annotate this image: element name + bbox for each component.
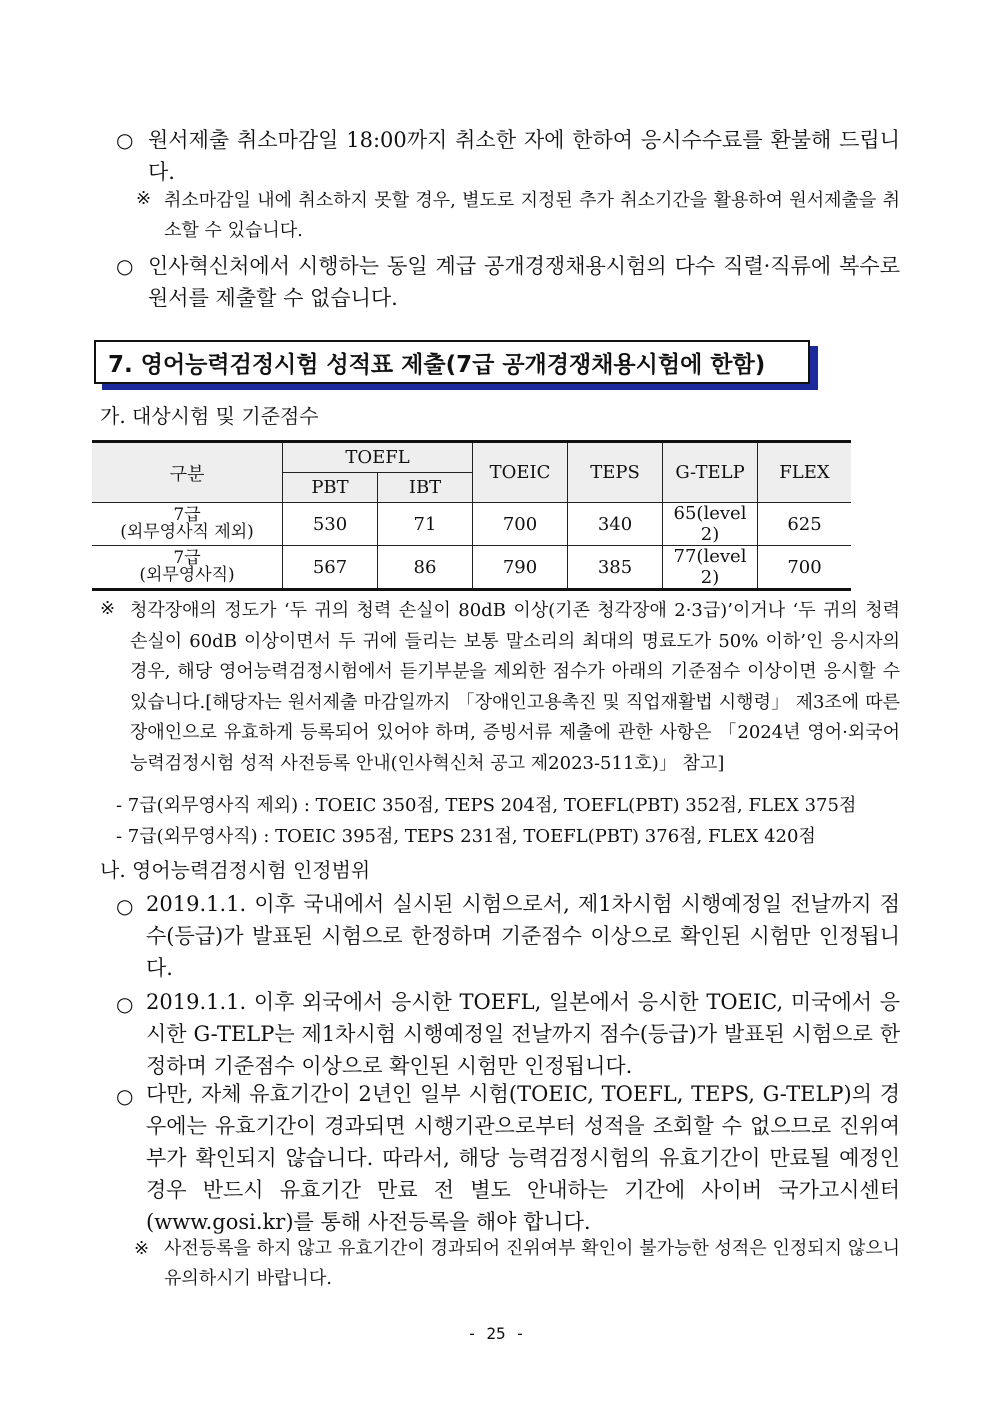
table-cell-grade bbox=[92, 503, 283, 546]
table-cell-flex: 700 bbox=[758, 546, 852, 590]
table-cell-ibt: 86 bbox=[378, 546, 473, 590]
grade-qualifier: (외무영사직) bbox=[139, 565, 235, 585]
bullet-circle: ○ bbox=[116, 128, 134, 152]
note-preregistration: 사전등록을 하지 않고 유효기간이 경과되어 진위여부 확인이 불가능한 성적은 인정되지 않으니 유의하시기 바랍니다. bbox=[164, 1238, 900, 1289]
table-cell-teps: 340 bbox=[568, 503, 663, 546]
paragraph-multiple-apply: 인사혁신처에서 시행하는 동일 계급 공개경쟁채용시험의 다수 직렬·직류에 복수로 원서를 제출할 수 없습니다. bbox=[148, 254, 900, 310]
table-cell-teps: 385 bbox=[568, 546, 663, 590]
note-mark: ※ bbox=[134, 1238, 150, 1259]
criteria-line-excl: - 7급(외무영사직 제외) : TOEIC 350점, TEPS 204점, TOEFL(PBT) 352점, FLEX 375점 bbox=[116, 795, 857, 816]
table-cell-flex: 625 bbox=[758, 503, 852, 546]
table-cell-gtelp: 77(level 2) bbox=[663, 546, 758, 590]
table-cell-toeic: 700 bbox=[473, 503, 568, 546]
criteria-line-foreign: - 7급(외무영사직) : TOEIC 395점, TEPS 231점, TOEFL(PBT) 376점, FLEX 420점 bbox=[116, 826, 816, 847]
table-cell-gtelp: 65(level 2) bbox=[663, 503, 758, 546]
table-cell-pbt: 530 bbox=[283, 503, 378, 546]
table-cell-grade bbox=[92, 546, 283, 590]
grade-qualifier: (외무영사직 제외) bbox=[120, 522, 254, 542]
bullet-circle: ○ bbox=[116, 894, 134, 918]
paragraph-overseas: 2019.1.1. 이후 외국에서 응시한 TOEFL, 일본에서 응시한 TOEIC, 미국에서 응시한 G-TELP는 제1차시험 시행예정일 전날까지 점수(등급)가 발표된 시험으로 한정하며 기준점수 이상으로 확인된 시험만 인정됩니다. bbox=[146, 990, 900, 1078]
table-header-gtelp: G-TELP bbox=[663, 442, 758, 503]
table-header-flex: FLEX bbox=[758, 442, 852, 503]
section-heading-box bbox=[94, 340, 810, 384]
section-title: 7. 영어능력검정시험 성적표 제출(7급 공개경쟁채용시험에 한함) bbox=[108, 352, 766, 378]
note-mark: ※ bbox=[100, 598, 116, 619]
bullet-circle: ○ bbox=[116, 254, 134, 278]
subheading-b: 나. 영어능력검정시험 인정범위 bbox=[100, 858, 371, 882]
table-header-pbt: PBT bbox=[283, 473, 378, 503]
table-cell-toeic: 790 bbox=[473, 546, 568, 590]
note-mark: ※ bbox=[136, 188, 152, 209]
bullet-circle: ○ bbox=[116, 992, 134, 1016]
table-cell-pbt: 567 bbox=[283, 546, 378, 590]
table-row bbox=[92, 503, 851, 546]
page-number: - 25 - bbox=[467, 1324, 525, 1343]
note-hearing-impaired: 청각장애의 정도가 ‘두 귀의 청력 손실이 80dB 이상(기존 청각장애 2·3급)’이거나 ‘두 귀의 청력 손실이 60dB 이상이면서 두 귀에 들리는 보통 말소리의 최대의 명료도가 50% 이하’인 응시자의 경우, 해당 영어능력검정시험에서 듣기부분을 제외한 점수가 아래의 기준점수 이상이면 응시할 수 있습니다.[해당자는 원서제출 마감일까지 「장애인고용촉진 및 직업재활법 시행령」 제3조에 따른 장애인으로 유효하게 등록되어 있어야 하며, 증빙서류 제출에 관한 사항은 「2024년 영어·외국어능력검정시험 성적 사전등록 안내(인사혁신처 공고 제2023-511호)」 참고] bbox=[130, 600, 900, 774]
paragraph-validity: 다만, 자체 유효기간이 2년인 일부 시험(TOEIC, TOEFL, TEPS, G-TELP)의 경우에는 유효기간이 경과되면 시행기관으로부터 성적을 조회할 수 없으므로 진위여부가 확인되지 않습니다. 따라서, 해당 능력검정시험의 유효기간이 만료될 예정인 경우 반드시 유효기간 만료 전 별도 안내하는 기간에 사이버 국가고시센터(www.gosi.kr)를 통해 사전등록을 해야 합니다. bbox=[146, 1082, 900, 1234]
bullet-circle: ○ bbox=[116, 1084, 134, 1108]
table-header-toeic: TOEIC bbox=[473, 442, 568, 503]
table-header-category: 구분 bbox=[92, 442, 283, 503]
paragraph-refund: 원서제출 취소마감일 18:00까지 취소한 자에 한하여 응시수수료를 환불해 드립니다. bbox=[148, 128, 900, 184]
table-header-ibt: IBT bbox=[378, 473, 473, 503]
table-cell-ibt: 71 bbox=[378, 503, 473, 546]
paragraph-domestic: 2019.1.1. 이후 국내에서 실시된 시험으로서, 제1차시험 시행예정일 전날까지 점수(등급)가 발표된 시험으로 한정하며 기준점수 이상으로 확인된 시험만 인정됩니다. bbox=[146, 892, 900, 980]
score-table bbox=[92, 440, 851, 591]
table-header-toefl: TOEFL bbox=[283, 442, 473, 473]
grade-label: 7급 bbox=[173, 548, 201, 568]
table-row bbox=[92, 546, 851, 590]
note-cancel: 취소마감일 내에 취소하지 못할 경우, 별도로 지정된 추가 취소기간을 활용하여 원서제출을 취소할 수 있습니다. bbox=[164, 190, 900, 241]
subheading-a: 가. 대상시험 및 기준점수 bbox=[100, 404, 319, 428]
grade-label: 7급 bbox=[173, 505, 201, 525]
table-header-teps: TEPS bbox=[568, 442, 663, 503]
